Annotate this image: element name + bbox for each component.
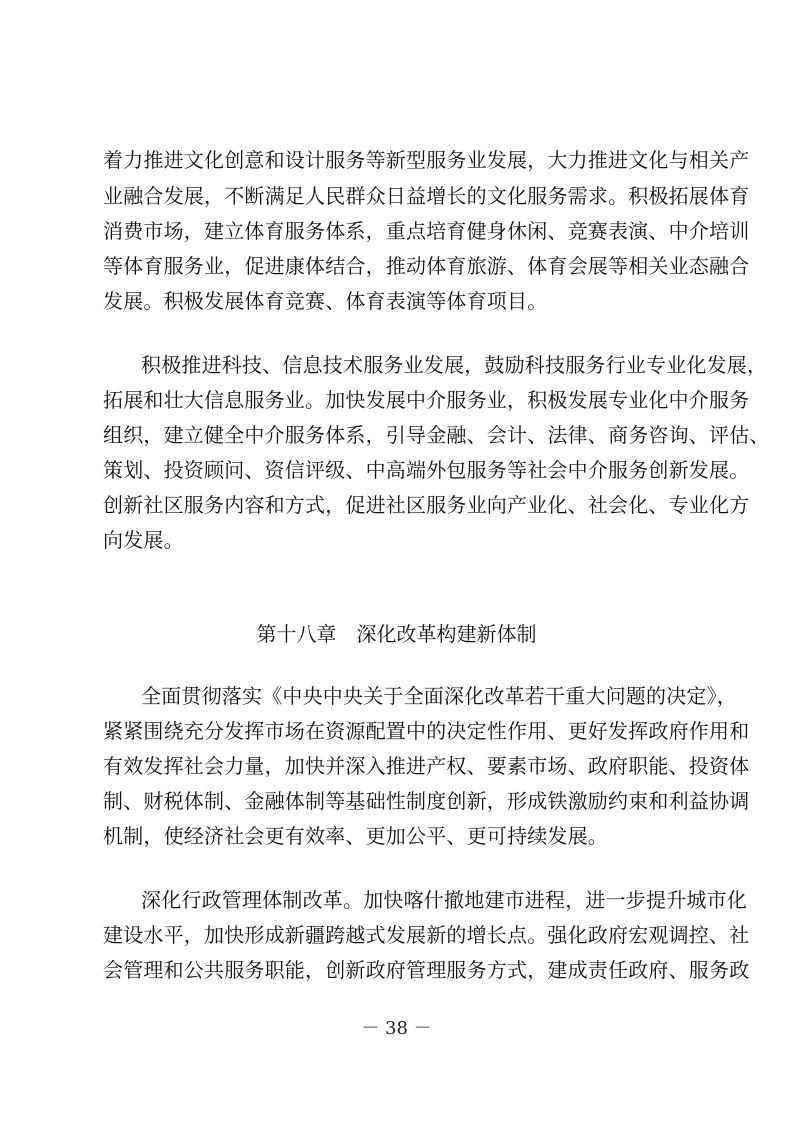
- text-line: 策划、投资顾问、资信评级、中高端外包服务等社会中介服务创新发展。: [103, 458, 750, 482]
- text-line: 组织，建立健全中介服务体系，引导金融、会计、法律、商务咨询、评估、: [103, 423, 770, 447]
- text-line: 机制，使经济社会更有效率、更加公平、更可持续发展。: [103, 824, 608, 848]
- text-line: 等体育服务业，促进康体结合，推动体育旅游、体育会展等相关业态融合: [103, 254, 750, 278]
- text-line: 发展。积极发展体育竞赛、体育表演等体育项目。: [103, 289, 548, 313]
- text-line: 有效发挥社会力量，加快并深入推进产权、要素市场、政府职能、投资体: [103, 754, 750, 778]
- text-line: 向发展。: [103, 528, 184, 552]
- text-line: 消费市场，建立体育服务体系，重点培育健身休闲、竞赛表演、中介培训: [103, 219, 750, 243]
- text-line: 制、财税体制、金融体制等基础性制度创新，形成铁激励约束和利益协调: [103, 789, 750, 813]
- text-line: 着力推进文化创意和设计服务等新型服务业发展，大力推进文化与相关产: [103, 148, 750, 172]
- text-line: 紧紧围绕充分发挥市场在资源配置中的决定性作用、更好发挥政府作用和: [103, 719, 750, 743]
- text-line: 拓展和壮大信息服务业。加快发展中介服务业，积极发展专业化中介服务: [103, 388, 750, 412]
- text-line: 积极推进科技、信息技术服务业发展，鼓励科技服务行业专业化发展，: [141, 353, 768, 377]
- page-number: － 38 －: [361, 1018, 432, 1039]
- text-line: 业融合发展，不断满足人民群众日益增长的文化服务需求。积极拓展体育: [103, 184, 750, 208]
- text-line: 建设水平，加快形成新疆跨越式发展新的增长点。强化政府宏观调控、社: [103, 923, 750, 947]
- text-line: 深化行政管理体制改革。加快喀什撤地建市进程，进一步提升城市化: [141, 888, 747, 912]
- chapter-title: 第十八章 深化改革构建新体制: [256, 622, 537, 646]
- text-line: 创新社区服务内容和方式，促进社区服务业向产业化、社会化、专业化方: [103, 493, 750, 517]
- text-line: 全面贯彻落实《中央中央关于全面深化改革若干重大问题的决定》，: [141, 684, 737, 708]
- text-line: 会管理和公共服务职能，创新政府管理服务方式，建成责任政府、服务政: [103, 958, 750, 982]
